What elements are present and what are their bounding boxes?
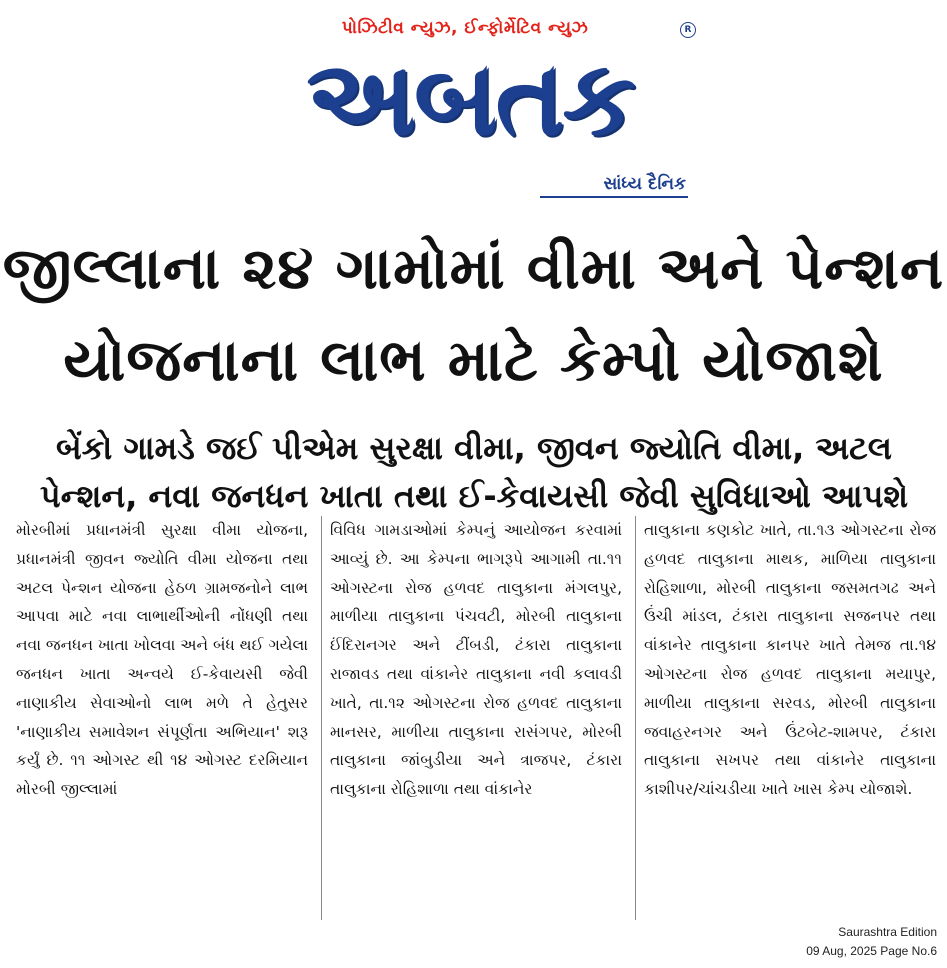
edition-name: Saurashtra Edition <box>838 925 937 939</box>
headline-line-2: યોજનાના લાભ માટે કેમ્પો યોજાશે <box>63 326 884 394</box>
registered-mark-icon: R <box>680 22 696 38</box>
edition-info <box>806 923 937 961</box>
subheadline <box>14 424 934 520</box>
masthead <box>250 16 700 206</box>
headline-line-1: જીલ્લાના ૨૪ ગામોમાં વીમા અને પેન્શન <box>2 234 945 302</box>
subheadline-line-2: પેન્શન, નવા જનધન ખાતા તથા ઈ-કેવાયસી જેવી સુવિધાઓ આપશે <box>39 477 909 515</box>
article-column-2: વિવિધ ગામડાઓમાં કેમ્પનું આયોજન કરવામાં આવ્યું છે. આ કેમ્પના ભાગરૂપે આગામી તા.૧૧ ઓગસ્ટના રોજ હળવદ તાલુકાના મંગલપુર, માળીયા તાલુકાના પંચવટી, મોરબી તાલુકાના ઈંદિરાનગર અને ટીંબડી, ટંકારા તાલુકાના રાજાવડ તથા વાંકાનેર તાલુકાના નવી કલાવડી ખાતે, તા.૧૨ ઓગસ્ટના રોજ હળવદ તાલુકાના માનસર, માળીયા તાલુકાના રાસંગપર, મોરબી તાલુકાના જાંબુડીયા અને ત્રાજપર, ટંકારા તાલુકાના રોહિશાળા તથા વાંકાનેર <box>330 521 622 799</box>
subheadline-line-1: બેંકો ગામડે જઈ પીએમ સુરક્ષા વીમા, જીવન જ્યોતિ વીમા, અટલ <box>56 429 892 467</box>
column-divider <box>321 516 322 920</box>
article-column-3: તાલુકાના કણકોટ ખાતે, તા.૧૩ ઓગસ્ટના રોજ હળવદ તાલુકાના માથક, માળિયા તાલુકાના રોહિશાળા, મોરબી તાલુકાના જસમતગઢ અને ઉંચી માંડલ, ટંકારા તાલુકાના સજનપર તથા વાંકાનેર તાલુકાના કાનપર ખાતે તેમજ તા.૧૪ ઓગસ્ટના રોજ હળવદ તાલુકાના મયાપુર, માળીયા તાલુકાના સરવડ, મોરબી તાલુકાના જવાહરનગર અને ઉંટબેટ-શામપર, ટંકારા તાલુકાના સખપર તથા વાંકાનેર તાલુકાના કાશીપર/ચાંચડીયા ખાતે ખાસ કેમ્પ યોજાશે. <box>644 521 936 799</box>
subtitle-underline <box>540 196 688 198</box>
column-divider <box>635 516 636 920</box>
masthead-tagline: પોઝિટીવ ન્યુઝ, ઈન્ફોર્મેટિવ ન્યુઝ <box>341 18 589 38</box>
headline <box>0 222 947 406</box>
newspaper-logo: અબતક <box>306 37 634 159</box>
article-column-1: મોરબીમાં પ્રધાનમંત્રી સુરક્ષા વીમા યોજના, પ્રધાનમંત્રી જીવન જ્યોતિ વીમા યોજના તથા અટલ પેન્શન યોજના હેઠળ ગ્રામજનોને લાભ આપવા માટે નવા લાભાર્થીઓની નોંધણી તથા નવા જનધન ખાતા ખોલવા અને બંધ થઈ ગયેલા જનધન ખાતા અન્વયે ઈ-કેવાયસી જેવી નાણાકીય સેવાઓનો લાભ મળે તે હેતુસર 'નાણાકીય સમાવેશન સંપૂર્ણતા અભિયાન' શરૂ કર્યું છે. ૧૧ ઓગસ્ટ થી ૧૪ ઓગસ્ટ દરમિયાન મોરબી જીલ્લામાં <box>16 521 308 799</box>
article-body <box>16 516 936 916</box>
edition-date-page: 09 Aug, 2025 Page No.6 <box>806 944 937 958</box>
masthead-subtitle: સાંધ્ય દૈનિક <box>603 174 686 194</box>
